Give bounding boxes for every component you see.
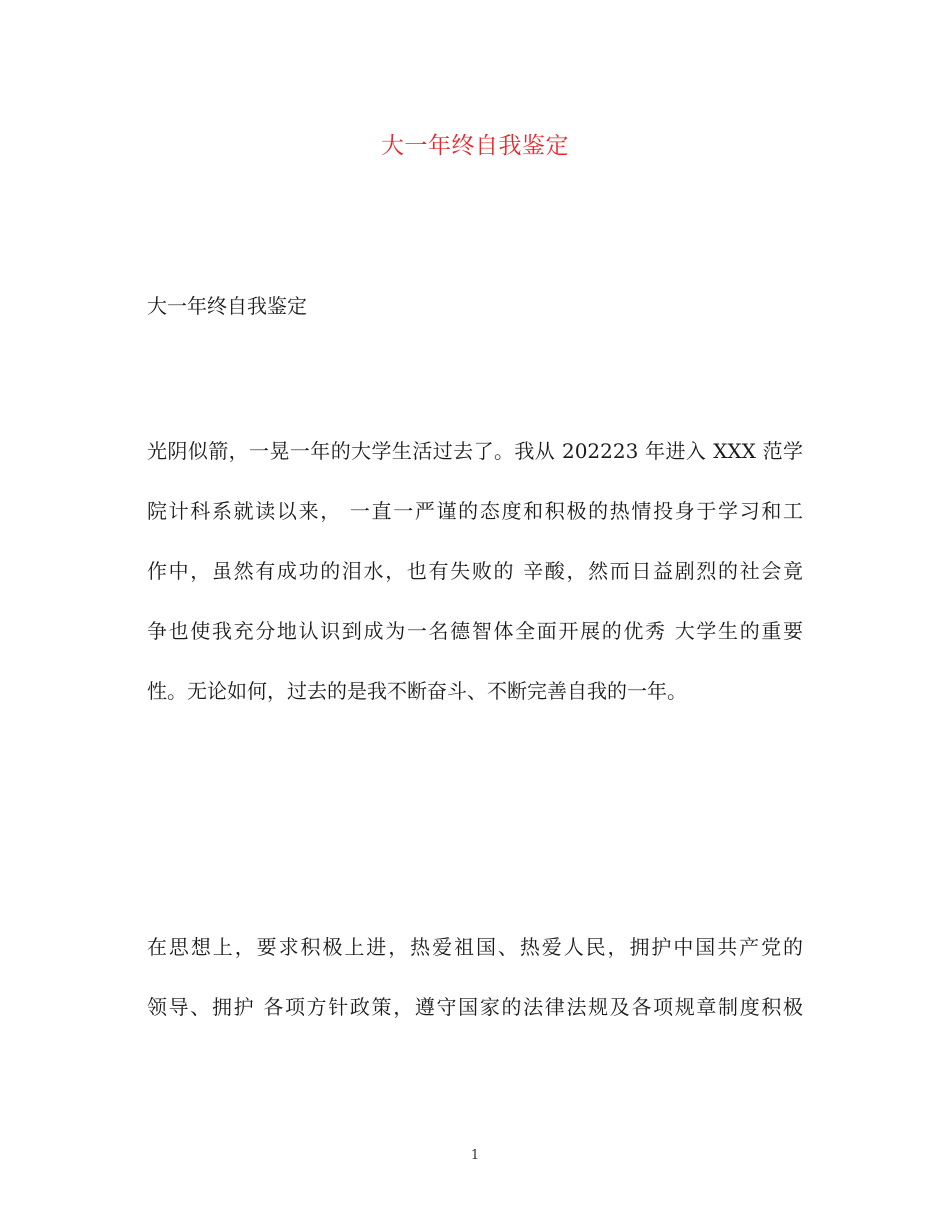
- paragraph-line: 争也使我充分地认识到成为一名德智体全面开展的优秀 大学生的重要: [147, 619, 803, 643]
- document-title: 大一年终自我鉴定: [381, 133, 569, 159]
- paragraph-ideology: [147, 929, 803, 1049]
- paragraph-line: 光阴似箭，一晃一年的大学生活过去了。我从 202223 年进入 XXX 范学: [147, 439, 803, 463]
- paragraph-line: 领导、拥护 各项方针政策，遵守国家的法律法规及各项规章制度积极: [147, 995, 803, 1019]
- document-subtitle: 大一年终自我鉴定: [147, 294, 307, 318]
- paragraph-line: 在思想上，要求积极上进，热爱祖国、热爱人民，拥护中国共产党的: [147, 935, 803, 959]
- page-number: 1: [470, 1148, 480, 1163]
- paragraph-line: 作中，虽然有成功的泪水，也有失败的 辛酸，然而日益剧烈的社会竟: [147, 559, 803, 583]
- paragraph-intro: [147, 433, 803, 733]
- paragraph-line: 性。无论如何，过去的是我不断奋斗、不断完善自我的一年。: [147, 679, 687, 703]
- paragraph-line: 院计科系就读以来， 一直一严谨的态度和积极的热情投身于学习和工: [147, 499, 803, 523]
